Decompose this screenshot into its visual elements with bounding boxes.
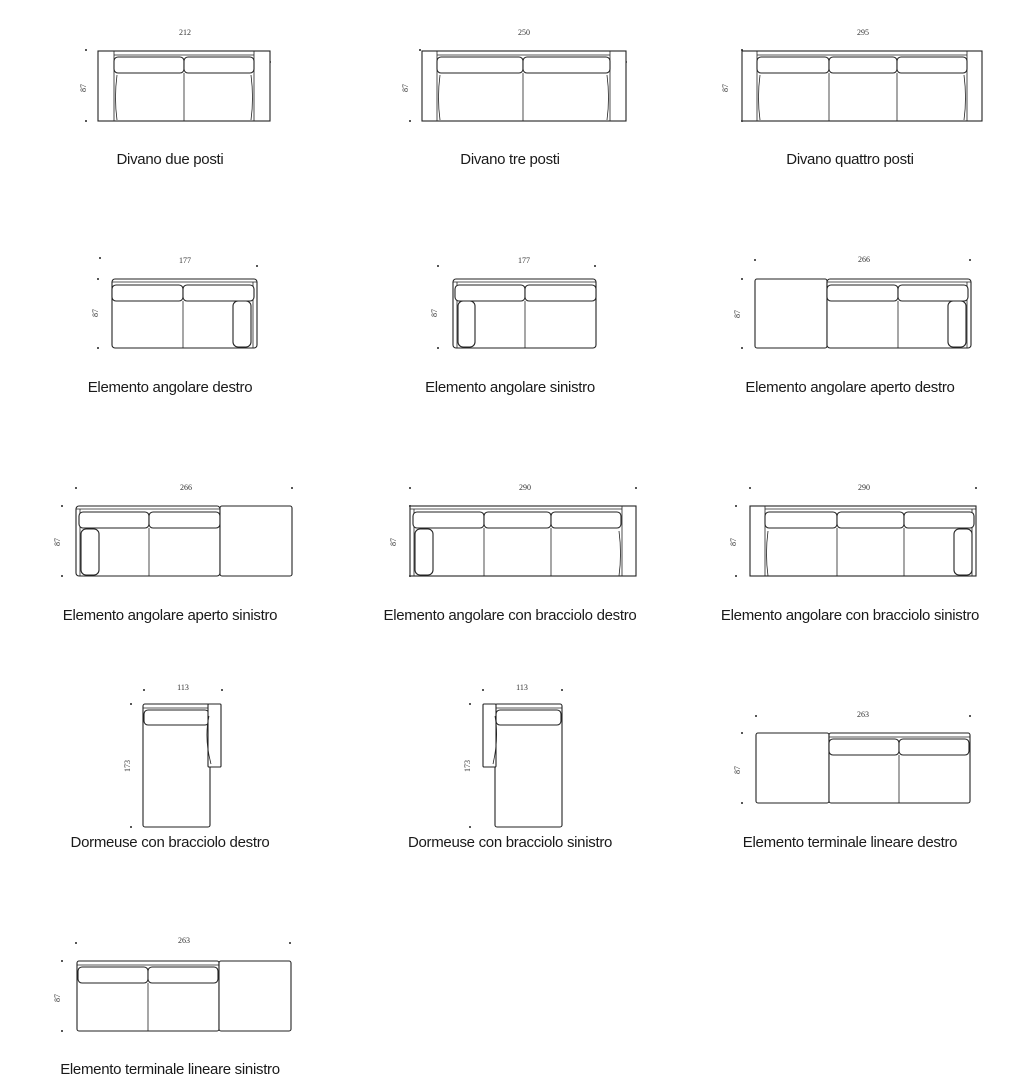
depth-label: 87	[53, 994, 62, 1002]
width-label: 177	[518, 256, 530, 265]
item-terminale-lineare-destro	[680, 700, 1020, 870]
width-label: 113	[516, 683, 528, 692]
item-caption: Elemento terminale lineare destro	[742, 834, 958, 851]
width-label: 266	[180, 483, 192, 492]
depth-label: 87	[91, 309, 100, 317]
sofa-plan-icon	[0, 476, 340, 606]
item-angolare-bracciolo-destro	[340, 476, 680, 676]
width-label: 263	[857, 710, 869, 719]
sofa-plan-icon	[0, 680, 340, 840]
depth-label: 87	[733, 310, 742, 318]
item-divano-quattro-posti	[680, 20, 1020, 220]
width-label: 266	[858, 255, 870, 264]
width-label: 295	[857, 28, 869, 37]
item-caption: Elemento angolare aperto destro	[745, 379, 955, 396]
item-caption: Elemento angolare sinistro	[425, 379, 595, 396]
sofa-plan-icon	[680, 248, 1020, 378]
width-label: 290	[858, 483, 870, 492]
width-label: 177	[179, 256, 191, 265]
sofa-plan-icon	[680, 476, 1020, 606]
item-divano-tre-posti	[340, 20, 680, 220]
item-caption: Elemento angolare con bracciolo destro	[383, 607, 637, 624]
item-caption: Divano quattro posti	[786, 151, 914, 168]
sofa-plan-icon	[340, 248, 680, 378]
depth-label: 87	[430, 309, 439, 317]
width-label: 212	[179, 28, 191, 37]
item-angolare-bracciolo-sinistro	[680, 476, 1020, 676]
sofa-plan-icon	[680, 20, 1020, 150]
sofa-plan-icon	[340, 680, 680, 840]
sofa-plan-icon	[340, 20, 680, 150]
item-caption: Divano tre posti	[460, 151, 560, 168]
sofa-plan-icon	[0, 20, 340, 150]
item-caption: Dormeuse con bracciolo destro	[70, 834, 270, 851]
depth-label: 87	[729, 538, 738, 546]
item-terminale-lineare-sinistro	[0, 928, 340, 1079]
item-angolare-aperto-sinistro	[0, 476, 340, 676]
depth-label: 87	[53, 538, 62, 546]
item-dormeuse-destro	[0, 680, 340, 870]
depth-label: 87	[733, 766, 742, 774]
item-angolare-aperto-destro	[680, 248, 1020, 448]
width-label: 263	[178, 936, 190, 945]
item-dormeuse-sinistro	[340, 680, 680, 870]
sofa-plan-icon	[340, 476, 680, 606]
width-label: 290	[519, 483, 531, 492]
item-caption: Elemento terminale lineare sinistro	[60, 1061, 280, 1078]
sofa-plan-icon	[0, 248, 340, 378]
item-divano-due-posti	[0, 20, 340, 220]
width-label: 250	[518, 28, 530, 37]
sofa-plan-icon	[0, 928, 340, 1048]
depth-label: 87	[79, 84, 88, 92]
depth-label: 173	[463, 760, 472, 772]
item-caption: Elemento angolare aperto sinistro	[62, 607, 278, 624]
depth-label: 87	[721, 84, 730, 92]
depth-label: 87	[401, 84, 410, 92]
item-angolare-destro	[0, 248, 340, 448]
item-caption: Elemento angolare con bracciolo sinistro	[720, 607, 980, 624]
sofa-plan-icon	[680, 700, 1020, 830]
item-caption: Divano due posti	[116, 151, 224, 168]
item-angolare-sinistro	[340, 248, 680, 448]
item-caption: Dormeuse con bracciolo sinistro	[407, 834, 613, 851]
width-label: 113	[177, 683, 189, 692]
depth-label: 173	[123, 760, 132, 772]
depth-label: 87	[389, 538, 398, 546]
item-caption: Elemento angolare destro	[87, 379, 253, 396]
